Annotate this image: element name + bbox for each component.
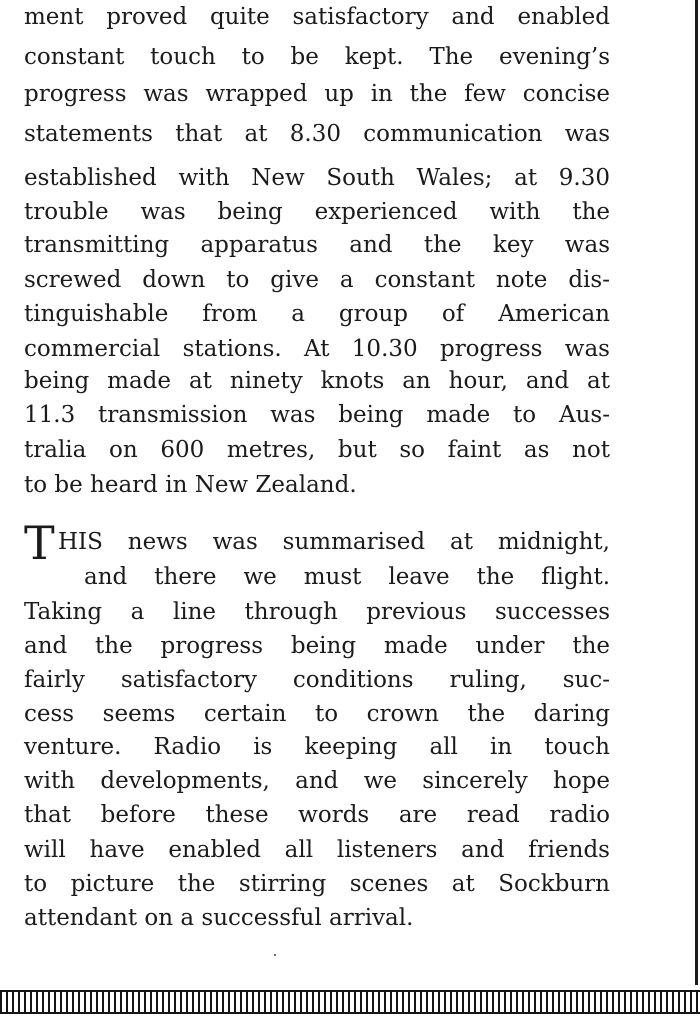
paragraph-1-line: transmitting apparatus and the key was bbox=[24, 232, 610, 258]
paragraph-2-line: to picture the stirring scenes at Sockburn bbox=[24, 871, 610, 897]
paragraph-1-line: screwed down to give a constant note dis- bbox=[24, 267, 610, 293]
paragraph-2-line: attendant on a successful arrival. bbox=[24, 905, 414, 931]
column-rule bbox=[695, 0, 698, 985]
paragraph-1-line: to be heard in New Zealand. bbox=[24, 472, 357, 498]
paragraph-1-line: trouble was being experienced with the bbox=[24, 199, 610, 225]
print-speck bbox=[274, 954, 276, 956]
paragraph-2-line: cess seems certain to crown the daring bbox=[24, 701, 610, 727]
paragraph-2-line: will have enabled all listeners and friends bbox=[24, 837, 610, 863]
paragraph-2-line: that before these words are read radio bbox=[24, 802, 610, 828]
paragraph-1-line: tralia on 600 metres, but so faint as not bbox=[24, 437, 610, 463]
paragraph-2-line: Taking a line through previous successes bbox=[24, 599, 610, 625]
paragraph-1-line: ment proved quite satisfactory and enabled bbox=[24, 4, 610, 30]
paragraph-2-line: venture. Radio is keeping all in touch bbox=[24, 734, 610, 760]
paragraph-1-line: tinguishable from a group of American bbox=[24, 301, 610, 327]
paragraph-1-line: commercial stations. At 10.30 progress was bbox=[24, 336, 610, 362]
paragraph-2-line: fairly satisfactory conditions ruling, suc- bbox=[24, 667, 610, 693]
paragraph-2-line: HIS news was summarised at midnight, bbox=[58, 529, 610, 555]
paragraph-1-line: constant touch to be kept. The evening’s bbox=[24, 44, 610, 70]
drop-cap: T bbox=[24, 516, 55, 570]
paragraph-2-line: and the progress being made under the bbox=[24, 633, 610, 659]
paragraph-2-line: with developments, and we sincerely hope bbox=[24, 768, 610, 794]
paragraph-1-line: statements that at 8.30 communication was bbox=[24, 121, 610, 147]
paragraph-2-line: and there we must leave the flight. bbox=[84, 564, 610, 590]
paragraph-1-line: 11.3 transmission was being made to Aus- bbox=[24, 402, 610, 428]
paragraph-1-line: progress was wrapped up in the few concise bbox=[24, 81, 610, 107]
decorative-border-rule bbox=[0, 990, 700, 1014]
paragraph-1-line: being made at ninety knots an hour, and at bbox=[24, 368, 610, 394]
paragraph-1-line: established with New South Wales; at 9.30 bbox=[24, 165, 610, 191]
